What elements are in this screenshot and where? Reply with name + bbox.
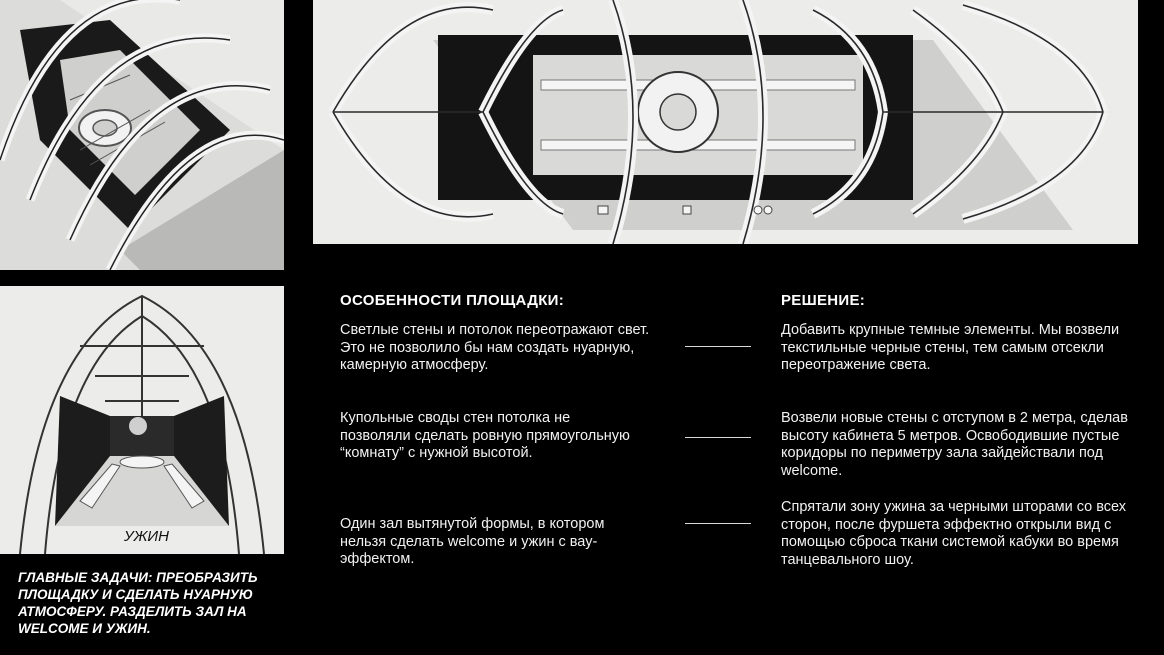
dinner-caption: УЖИН (124, 528, 169, 545)
features-heading: ОСОБЕННОСТИ ПЛОЩАДКИ: (340, 292, 565, 309)
feature-item-3: Один зал вытянутой формы, в котором нельзя сделать welcome и ужин с вау-эффектом. (340, 516, 605, 567)
main-task-text: ГЛАВНЫЕ ЗАДАЧИ: ПРЕОБРАЗИТЬ ПЛОЩАДКУ И СДЕЛАТЬ НУАРНУЮ АТМОСФЕРУ. РАЗДЕЛИТЬ ЗАЛ НА WELCOME И УЖИН. (18, 570, 258, 636)
dinner-interior-illustration (0, 286, 284, 554)
feature-item-1: Светлые стены и потолок переотражают свет. Это не позволило бы нам создать нуарную, камерную атмосферу. (340, 322, 650, 373)
solution-item-3: Спрятали зону ужина за черными шторами со всех сторон, после фуршета эффектно открыли вид с помощью сброса ткани системой кабуки во время танцевального шоу. (781, 499, 1126, 568)
feature-item-2: Купольные своды стен потолка не позволяли сделать ровную прямоугольную “комнату” с нужной высотой. (340, 410, 630, 461)
render-floor-plan (313, 0, 1138, 244)
solution-heading: РЕШЕНИЕ: (781, 292, 866, 309)
solution-item-2: Возвели новые стены с отступом в 2 метра, сделав высоту кабинета 5 метров. Освободившие пустые коридоры по периметру зала зайдействали под welcome. (781, 410, 1128, 479)
connector-line-3 (685, 523, 751, 524)
solution-item-1: Добавить крупные темные элементы. Мы возвели текстильные черные стены, тем самым отсекли переотражение света. (781, 322, 1120, 373)
aerial-view-illustration (0, 0, 284, 270)
render-dinner-interior (0, 286, 284, 554)
floor-plan-illustration (313, 0, 1138, 244)
render-aerial-view (0, 0, 284, 270)
connector-line-1 (685, 346, 751, 347)
connector-line-2 (685, 437, 751, 438)
